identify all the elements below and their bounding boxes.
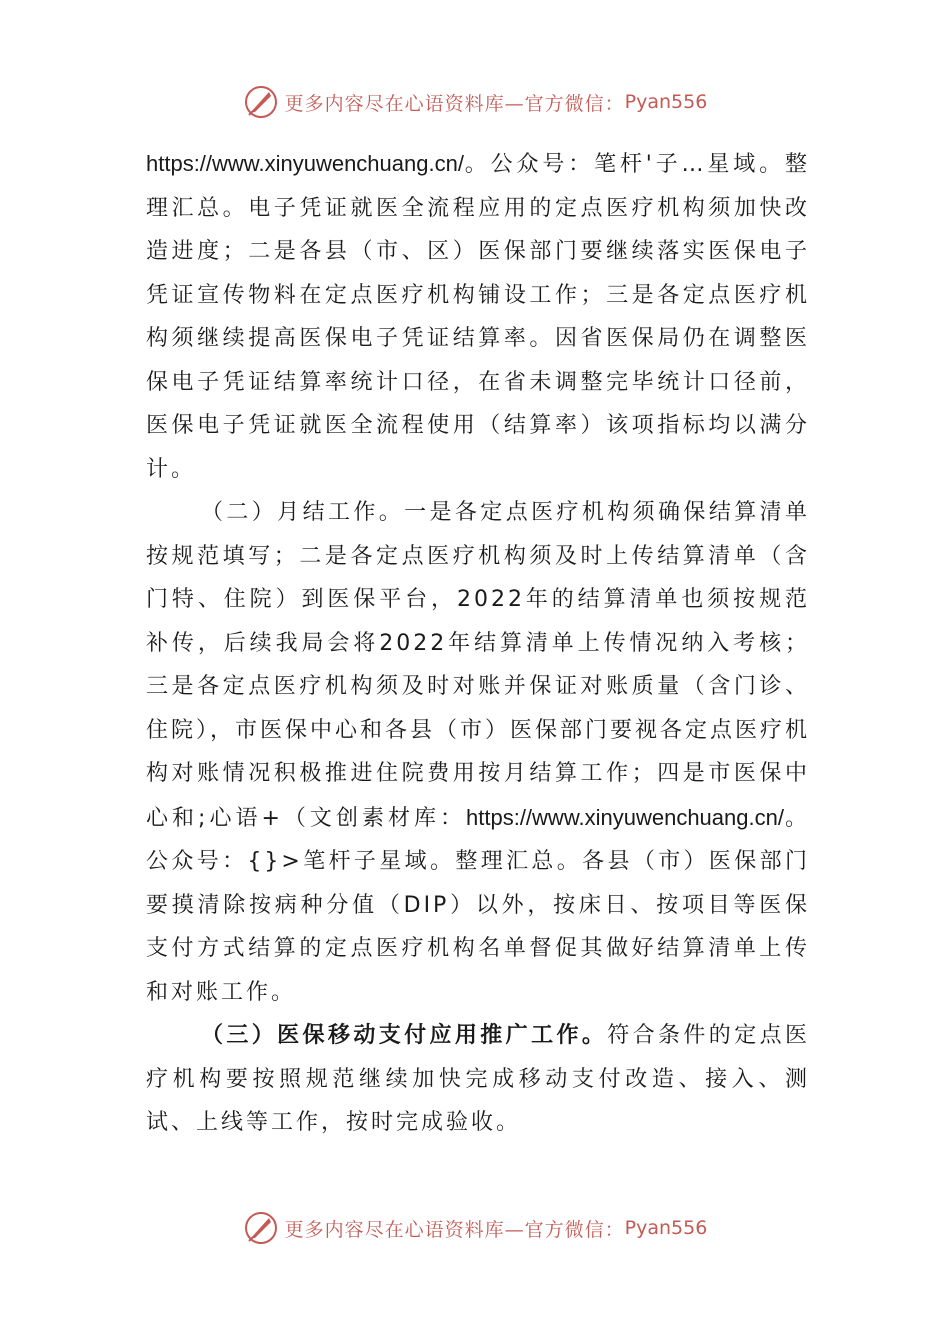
footer-banner [0, 1208, 950, 1248]
banner-slogan: 更多内容尽在心语资料库—官方微信： [284, 92, 625, 115]
paragraph-1 [146, 142, 810, 491]
footer-wechat-id: Pyan556 [624, 1217, 708, 1239]
paragraph-1-text: 。公众号：笔杆'子…星域。整理汇总。电子凭证就医全流程应用的定点医疗机构须加快改造进度；二是各县（市、区）医保部门要继续落实医保电子凭证宣传物料在定点医疗机构铺设工作；三是各定点医疗机构须继续提高医保电子凭证结算率。因省医保局仍在调整医保电子凭证结算率统计口径，在省未调整完毕统计口径前，医保电子凭证就医全流程使用（结算率）该项指标均以满分计。 [146, 152, 810, 482]
paragraph-3 [146, 1014, 810, 1145]
document-body [146, 142, 810, 1145]
section-heading: （三）医保移动支付应用推广工作。 [201, 1023, 608, 1048]
paragraph-3-text: 符合条件的定点医疗机构要按照规范继续加快完成移动支付改造、接入、测试、上线等工作，按时完成验收。 [146, 1023, 810, 1135]
banner-wechat-id: Pyan556 [624, 91, 708, 113]
footer-slogan: 更多内容尽在心语资料库—官方微信： [284, 1218, 625, 1241]
paragraph-2-text-a: （二）月结工作。一是各定点医疗机构须确保结算清单按规范填写；二是各定点医疗机构须及时上传结算清单（含门特、住院）到医保平台，2022年的结算清单也须按规范补传，后续我局会将2022年结算清单上传情况纳入考核；三是各定点医疗机构须及时对账并保证对账质量（含门诊、住院），市医保中心和各县（市）医保部门要视各定点医疗机构对账情况积极推进住院费用按月结算工作；四是市医保中心和;心语+（文创素材库： [146, 500, 811, 831]
quill-logo-icon [243, 84, 279, 120]
paragraph-2-text-b: 。公众号：{}>笔杆子星域。整理汇总。各县（市）医保部门要摸清除按病种分值（DIP）以外，按床日、按项目等医保支付方式结算的定点医疗机构名单督促其做好结算清单上传和对账工作。 [146, 805, 810, 1005]
website-link-2[interactable]: https://www.xinyuwenchuang.cn/ [466, 804, 784, 830]
quill-logo-icon [243, 1210, 279, 1246]
website-link[interactable]: https://www.xinyuwenchuang.cn/ [146, 151, 464, 176]
header-banner [0, 82, 950, 122]
paragraph-2 [146, 491, 810, 1014]
